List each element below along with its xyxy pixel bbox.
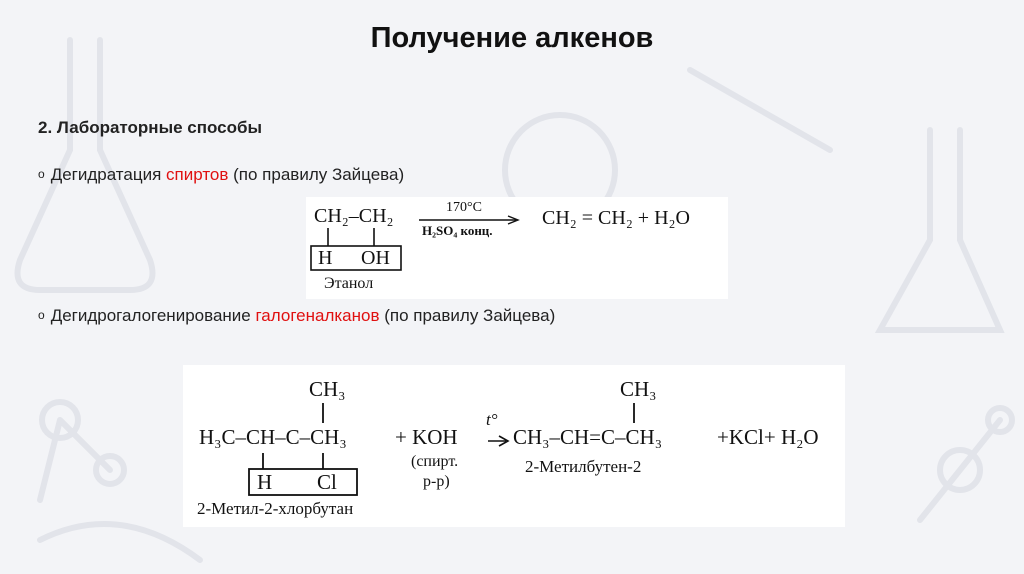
bullet-marker: o <box>38 167 45 181</box>
section-heading: 2. Лабораторные способы <box>38 118 263 137</box>
bullet-highlight: галогеналканов <box>255 306 380 325</box>
reaction-dehydrohalogenation <box>183 365 845 527</box>
bullet-dehydrohalogenation <box>38 306 555 326</box>
bullet-marker: o <box>38 308 45 322</box>
reaction-ethanol-dehydration <box>306 197 728 299</box>
reactant-formula: CH₂–CH₂ <box>314 205 394 227</box>
product-chain: CH₃–CH=C–CH₃ <box>513 425 663 449</box>
solvent-line-2: р-р) <box>423 473 450 490</box>
product-formula: CH₂ = CH₂ + H₂O <box>542 207 690 229</box>
reactant-name: Этанол <box>324 275 374 292</box>
condition-temperature: 170°C <box>446 200 482 215</box>
box-h: H <box>318 247 333 269</box>
bullet-highlight: спиртов <box>166 165 229 184</box>
product-name: 2-Метилбутен-2 <box>525 457 642 476</box>
box-oh: OH <box>361 247 390 269</box>
product-methyl-top: CH₃ <box>620 377 657 401</box>
methyl-top: CH₃ <box>309 377 346 401</box>
bullet-text-tail: (по правилу Зайцева) <box>379 306 556 325</box>
reagent-koh: + KOH <box>395 425 458 449</box>
box-h: H <box>257 470 273 494</box>
reactant-name: 2-Метил-2-хлорбутан <box>197 499 354 518</box>
bullet-text: Дегидратация <box>50 165 167 184</box>
bullet-text: Дегидрогалогенирование <box>50 306 256 325</box>
reactant-chain: H₃C–CH–C–CH₃ <box>199 425 347 449</box>
box-cl: Cl <box>317 470 337 494</box>
condition-temperature: t° <box>486 410 498 429</box>
page-title: Получение алкенов <box>370 22 654 54</box>
bullet-dehydration <box>38 165 404 185</box>
byproducts: +KCl+ H₂O <box>717 425 819 449</box>
bullet-text-tail: (по правилу Зайцева) <box>228 165 405 184</box>
solvent-line-1: (спирт. <box>411 453 459 470</box>
condition-catalyst: H₂SO₄ конц. <box>422 223 493 238</box>
